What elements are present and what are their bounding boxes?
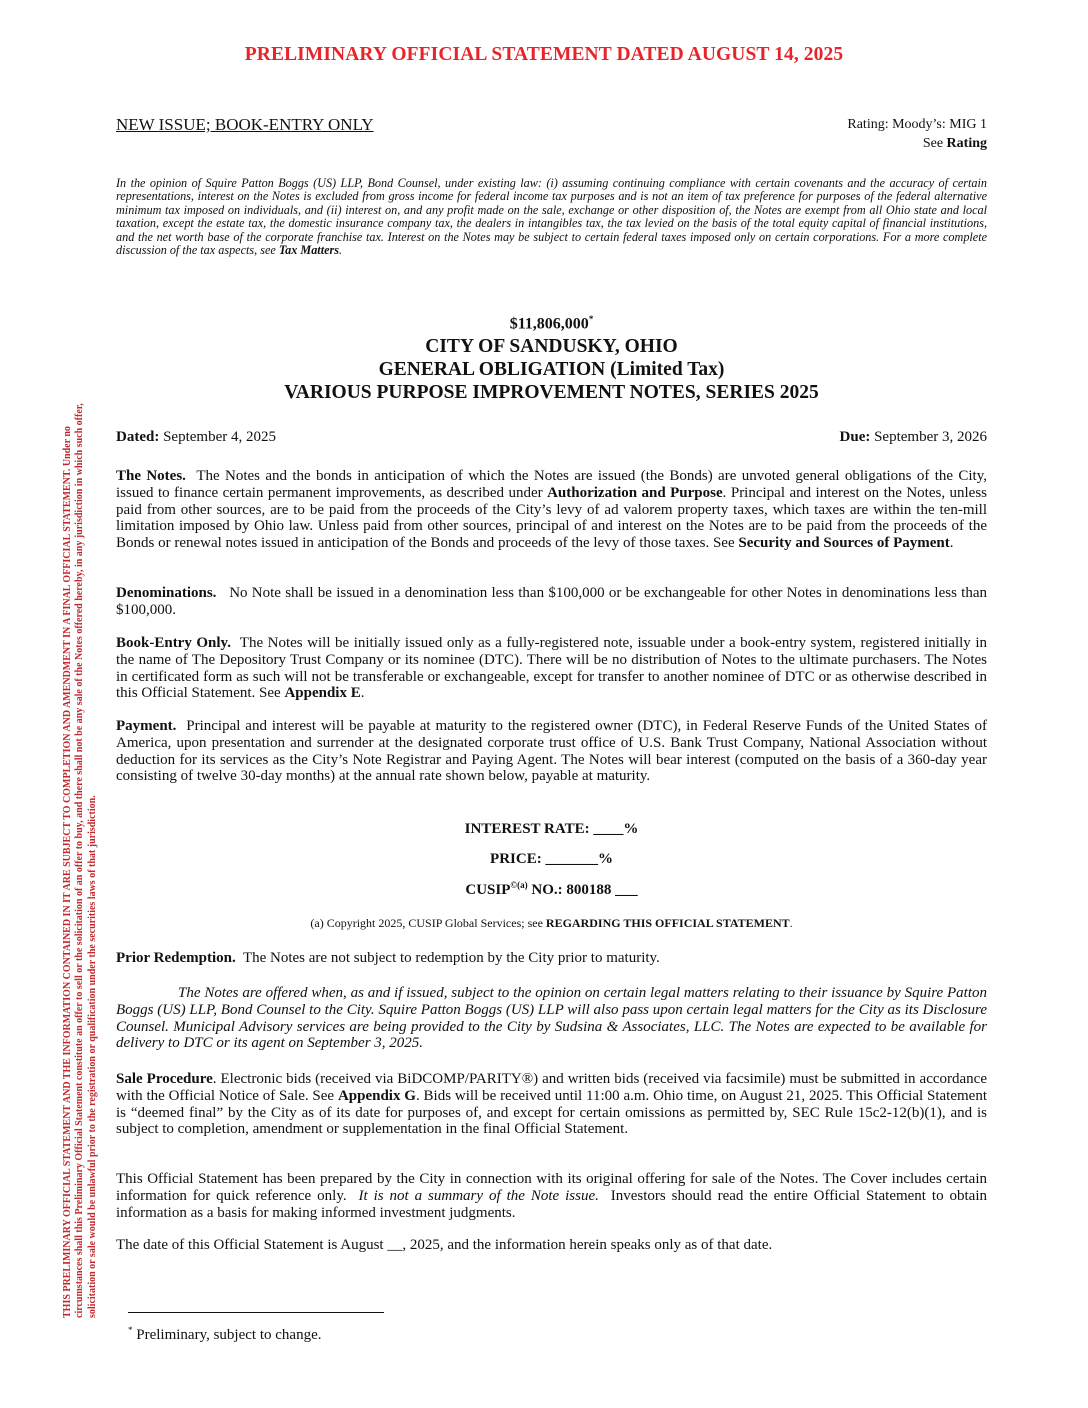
cusip-number: $CUSIP^{©(a)}$ NO.: 800188 ___ xyxy=(465,880,638,898)
sale-procedure-paragraph: Sale Procedure. Electronic bids (received via BiDCOMP/PARITY®) and written bids (received via facsimile) must be submitted in accordance with the Official Notice of Sale. See Appendix G. Bids will be received until 11:00 a.m. Ohio time, on August 21, 2025. This Official Statement is “deemed final” by the City as of its date for purposes of, and except for certain omissions as permitted by, SEC Rule 15c2-12(b)(1), and is subject to completion, amendment or supplementation in the final Official Statement. xyxy=(116,1071,987,1138)
due-date: Due: September 3, 2026 xyxy=(839,429,987,445)
preliminary-footnote: * Preliminary, subject to change. xyxy=(128,1325,322,1343)
header-row xyxy=(116,115,987,153)
dates-row xyxy=(116,429,987,446)
offering-paragraph: The Notes are offered when, as and if issued, subject to the opinion on certain legal matters relating to their issuance by Squire Patton Boggs (US) LLP, Bond Counsel to the City. Squire Patton Boggs (US) LLP will also pass upon certain legal matters for the City as its Disclosure Counsel. Municipal Advisory services are being provided to the City by Sudsina & Associates, LLC. The Notes are expected to be available for delivery to DTC or its agent on September 3, 2025. xyxy=(116,985,987,1052)
issue-type: NEW ISSUE; BOOK-ENTRY ONLY xyxy=(116,115,374,134)
rating-block xyxy=(847,115,987,153)
series-name: VARIOUS PURPOSE IMPROVEMENT NOTES, SERIES 2025 xyxy=(284,382,819,404)
payment-paragraph: Payment. Principal and interest will be payable at maturity to the registered owner (DTC), in Federal Reserve Funds of the United States of America, upon presentation and surrender at the designated corporate trust office of U.S. Bank Trust Company, National Association without deduction for its services as the City’s Note Registrar and Paying Agent. The Notes will bear interest (computed on the basis of a 360-day year consisting of twelve 30-day months) at the annual rate shown below, payable at maturity. xyxy=(116,718,987,785)
issue-title xyxy=(116,308,987,404)
side-legend-line: THIS PRELIMINARY OFFICIAL STATEMENT AND THE INFORMATION CONTAINED IN IT ARE SUBJECT TO COMPLETION AND AMENDMENT IN A FINAL OFFICIAL STATEMENT. Under no xyxy=(62,426,73,1318)
side-legend-line: circumstances shall this Preliminary Official Statement constitute an offer to sell or the solicitation of an offer to buy, and there shall not be any sale of the Notes offered hereby, in any jurisdiction in which such offer, xyxy=(74,403,86,1318)
prior-redemption-paragraph: Prior Redemption. The Notes are not subject to redemption by the City prior to maturity. xyxy=(116,950,660,966)
issue-amount: $11,806,000* xyxy=(509,314,594,333)
footnote-divider xyxy=(128,1312,384,1313)
side-legend xyxy=(62,118,99,1318)
cusip-copyright-note: (a) Copyright 2025, CUSIP Global Services; see REGARDING THIS OFFICIAL STATEMENT. xyxy=(310,916,793,930)
obligation-type: GENERAL OBLIGATION (Limited Tax) xyxy=(378,359,725,381)
dated-date: Dated: September 4, 2025 xyxy=(116,429,276,445)
interest-rate: INTEREST RATE: ____% xyxy=(464,821,639,837)
see-rating: See Rating xyxy=(922,136,987,151)
tax-matters-ref: Tax Matters xyxy=(278,243,339,258)
tax-opinion: In the opinion of Squire Patton Boggs (US) LLP, Bond Counsel, under existing law: (i) assuming continuing compliance with certain covenants and the accuracy of certain representations, interest on the Notes is excluded from gross income for federal income tax purposes and is not an item of tax preference for purposes of the federal alternative minimum tax imposed on individuals, and (ii) interest on, and any profit made on the sale, exchange or other disposition of, the Notes are exempt from all Ohio state and local taxation, except the estate tax, the domestic insurance company tax, the dealers in intangibles tax, the tax levied on the basis of the total equity capital of financial institutions, and the net worth base of the corporate franchise tax. Interest on the Notes may be subject to certain federal taxes imposed only on certain corporations. For a more complete discussion of the tax aspects, see Tax Matters. xyxy=(116,176,987,258)
statement-date-paragraph: The date of this Official Statement is August __, 2025, and the information herein speaks only as of that date. xyxy=(116,1237,773,1253)
price: PRICE: _______% xyxy=(490,851,613,867)
issuer-name: CITY OF SANDUSKY, OHIO xyxy=(425,336,678,358)
denominations-paragraph: Denominations. No Note shall be issued in a denomination less than $100,000 or be exchangeable for other Notes in denominations less than $100,000. xyxy=(116,585,987,618)
notes-paragraph: The Notes. The Notes and the bonds in anticipation of which the Notes are issued (the Bonds) are unvoted general obligations of the City, issued to finance certain permanent improvements, as described under Authorization and Purpose. Principal and interest on the Notes, unless paid from other sources, are to be paid from the proceeds of the City’s levy of ad valorem property taxes, which taxes are within the ten-mill limitation imposed by Ohio law. Unless paid from other sources, principal of and interest on the Notes are to be paid from the proceeds of the Bonds or renewal notes issued in anticipation of the Bonds and proceeds of the levy of those taxes. See Security and Sources of Payment. xyxy=(116,468,988,552)
rating-line: Rating: Moody’s: MIG 1 xyxy=(847,117,987,132)
document-banner: PRELIMINARY OFFICIAL STATEMENT DATED AUGUST 14, 2025 xyxy=(244,44,844,65)
side-legend-line: solicitation or sale would be unlawful prior to the registration or qualification under the securities laws of that jurisdiction. xyxy=(86,795,98,1318)
prepared-paragraph: This Official Statement has been prepared by the City in connection with its original offering for sale of the Notes. The Cover includes certain information for quick reference only. It is not a summary of the Note issue. Investors should read the entire Official Statement to obtain information as a basis for making informed investment judgments. xyxy=(116,1171,988,1221)
book-entry-paragraph: Book-Entry Only. The Notes will be initially issued only as a fully-registered note, issuable under a book-entry system, registered initially in the name of The Depository Trust Company or its nominee (DTC). There will be no distribution of Notes to the ultimate purchasers. The Notes in certificated form as such will not be transferable or exchangeable, except for transfer to another nominee of DTC or as otherwise described in this Official Statement. See Appendix E. xyxy=(116,635,987,702)
